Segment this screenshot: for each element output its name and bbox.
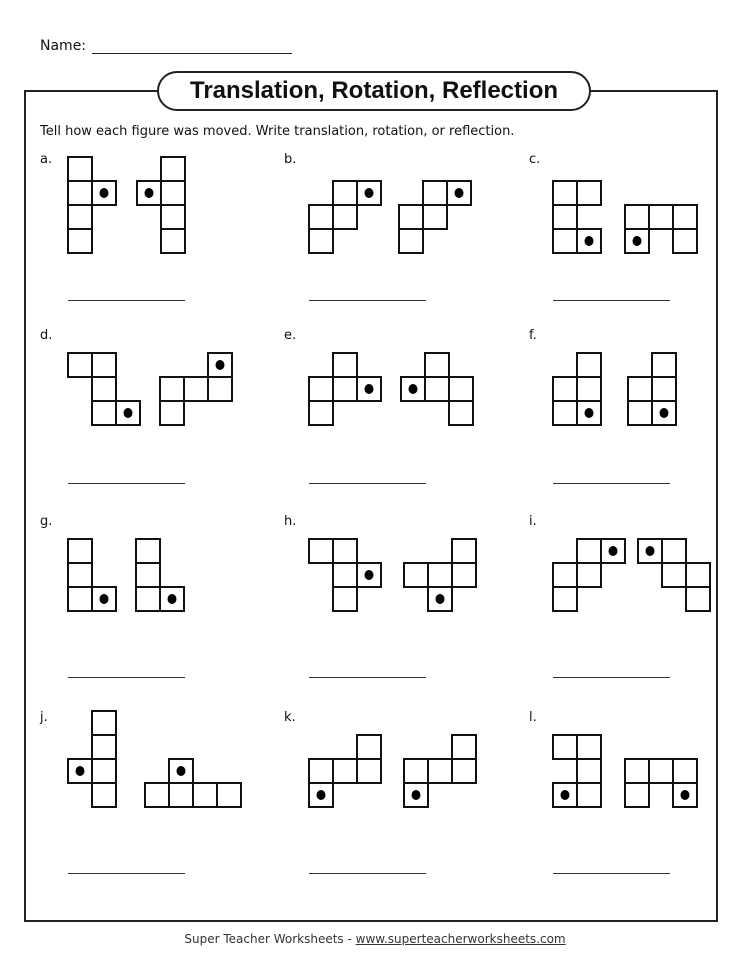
problem-label: e.	[284, 328, 297, 343]
grid-square	[92, 783, 116, 807]
grid-square	[92, 759, 116, 783]
figure-original	[553, 539, 625, 611]
dot-marker	[168, 594, 177, 604]
figure-original	[309, 181, 381, 253]
grid-square	[136, 539, 160, 563]
dot-marker	[633, 236, 642, 246]
grid-square	[333, 353, 357, 377]
grid-square	[333, 181, 357, 205]
grid-square	[145, 783, 169, 807]
footer	[0, 932, 750, 946]
grid-square	[92, 401, 116, 425]
grid-square	[452, 539, 476, 563]
dot-marker	[412, 790, 421, 800]
grid-square	[649, 759, 673, 783]
grid-square	[136, 563, 160, 587]
grid-square	[92, 735, 116, 759]
grid-square	[628, 401, 652, 425]
dot-marker	[365, 570, 374, 580]
grid-square	[161, 205, 185, 229]
dot-marker	[124, 408, 133, 418]
problem-label: k.	[284, 710, 296, 725]
grid-square	[68, 205, 92, 229]
grid-square	[357, 735, 381, 759]
dot-marker	[76, 766, 85, 776]
grid-square	[92, 377, 116, 401]
grid-square	[309, 759, 333, 783]
grid-square	[160, 377, 184, 401]
problem-label: d.	[40, 328, 53, 343]
grid-square	[628, 377, 652, 401]
figure-original	[309, 735, 381, 807]
grid-square	[193, 783, 217, 807]
grid-square	[399, 205, 423, 229]
figure-original	[553, 353, 601, 425]
dot-marker	[436, 594, 445, 604]
figure-moved	[145, 759, 241, 807]
grid-square	[68, 563, 92, 587]
grid-square	[161, 157, 185, 181]
grid-square	[553, 377, 577, 401]
grid-square	[553, 181, 577, 205]
grid-square	[673, 229, 697, 253]
grid-square	[452, 563, 476, 587]
dot-marker	[317, 790, 326, 800]
figure-original	[68, 157, 116, 253]
grid-square	[625, 759, 649, 783]
grid-square	[662, 563, 686, 587]
grid-square	[452, 759, 476, 783]
dot-marker	[177, 766, 186, 776]
grid-square	[673, 205, 697, 229]
grid-square	[184, 377, 208, 401]
grid-square	[686, 587, 710, 611]
grid-square	[333, 563, 357, 587]
grid-square	[428, 563, 452, 587]
problem-label: g.	[40, 514, 53, 529]
figure-moved	[136, 539, 184, 611]
instructions: Tell how each figure was moved. Write translation, rotation, or reflection.	[40, 124, 515, 139]
problem-label: i.	[529, 514, 537, 529]
grid-square	[333, 587, 357, 611]
grid-square	[68, 587, 92, 611]
grid-square	[399, 229, 423, 253]
grid-square	[662, 539, 686, 563]
grid-square	[577, 353, 601, 377]
grid-square	[169, 783, 193, 807]
dot-marker	[100, 594, 109, 604]
dot-marker	[585, 236, 594, 246]
dot-marker	[365, 188, 374, 198]
grid-square	[160, 401, 184, 425]
grid-square	[309, 229, 333, 253]
grid-square	[449, 401, 473, 425]
problem-label: a.	[40, 152, 53, 167]
figure-moved	[160, 353, 232, 425]
problem-label: l.	[529, 710, 537, 725]
dot-marker	[216, 360, 225, 370]
grid-square	[625, 783, 649, 807]
grid-square	[625, 205, 649, 229]
dot-marker	[455, 188, 464, 198]
footer-link[interactable]: www.superteacherworksheets.com	[355, 932, 566, 946]
dot-marker	[660, 408, 669, 418]
grid-square	[68, 353, 92, 377]
grid-square	[161, 229, 185, 253]
dot-marker	[646, 546, 655, 556]
grid-square	[357, 759, 381, 783]
grid-square	[333, 377, 357, 401]
problem-label: b.	[284, 152, 297, 167]
figure-original	[68, 353, 140, 425]
figure-moved	[404, 735, 476, 807]
dot-marker	[681, 790, 690, 800]
figure-moved	[404, 539, 476, 611]
figure-original	[553, 181, 601, 253]
grid-square	[577, 735, 601, 759]
grid-square	[425, 377, 449, 401]
grid-square	[577, 181, 601, 205]
grid-square	[68, 157, 92, 181]
grid-square	[309, 377, 333, 401]
grid-square	[309, 539, 333, 563]
grid-square	[652, 377, 676, 401]
grid-square	[577, 539, 601, 563]
grid-square	[136, 587, 160, 611]
problem-label: f.	[529, 328, 537, 343]
grid-square	[428, 759, 452, 783]
problem-label: h.	[284, 514, 297, 529]
grid-square	[577, 377, 601, 401]
grid-square	[333, 205, 357, 229]
problem-label: j.	[40, 710, 48, 725]
grid-square	[217, 783, 241, 807]
problem-label: c.	[529, 152, 541, 167]
figure-moved	[638, 539, 710, 611]
grid-square	[68, 229, 92, 253]
grid-square	[92, 353, 116, 377]
grid-square	[577, 783, 601, 807]
grid-square	[553, 735, 577, 759]
worksheet-title: Translation, Rotation, Reflection	[157, 71, 591, 111]
dot-marker	[609, 546, 618, 556]
footer-text: Super Teacher Worksheets -	[184, 932, 356, 946]
grid-square	[553, 229, 577, 253]
grid-square	[68, 539, 92, 563]
grid-square	[553, 563, 577, 587]
figure-moved	[137, 157, 185, 253]
grid-square	[68, 181, 92, 205]
dot-marker	[365, 384, 374, 394]
grid-square	[553, 401, 577, 425]
grid-square	[686, 563, 710, 587]
figure-original	[309, 539, 381, 611]
dot-marker	[100, 188, 109, 198]
grid-square	[449, 377, 473, 401]
grid-square	[161, 181, 185, 205]
figure-moved	[628, 353, 676, 425]
name-label: Name:	[40, 38, 87, 54]
grid-square	[309, 401, 333, 425]
grid-square	[577, 563, 601, 587]
figure-moved	[625, 205, 697, 253]
grid-square	[577, 759, 601, 783]
dot-marker	[585, 408, 594, 418]
dot-marker	[561, 790, 570, 800]
figure-original	[309, 353, 381, 425]
grid-square	[333, 759, 357, 783]
grid-square	[553, 587, 577, 611]
grid-square	[309, 205, 333, 229]
grid-square	[404, 563, 428, 587]
grid-square	[553, 205, 577, 229]
grid-square	[333, 539, 357, 563]
figure-moved	[401, 353, 473, 425]
figure-original	[553, 735, 601, 807]
grid-square	[652, 353, 676, 377]
grid-square	[423, 181, 447, 205]
grid-square	[425, 353, 449, 377]
dot-marker	[409, 384, 418, 394]
grid-square	[452, 735, 476, 759]
grid-square	[92, 711, 116, 735]
figure-moved	[625, 759, 697, 807]
figure-original	[68, 711, 116, 807]
grid-square	[423, 205, 447, 229]
grid-square	[404, 759, 428, 783]
dot-marker	[145, 188, 154, 198]
grid-square	[208, 377, 232, 401]
grid-square	[673, 759, 697, 783]
figure-original	[68, 539, 116, 611]
grid-square	[649, 205, 673, 229]
figure-moved	[399, 181, 471, 253]
